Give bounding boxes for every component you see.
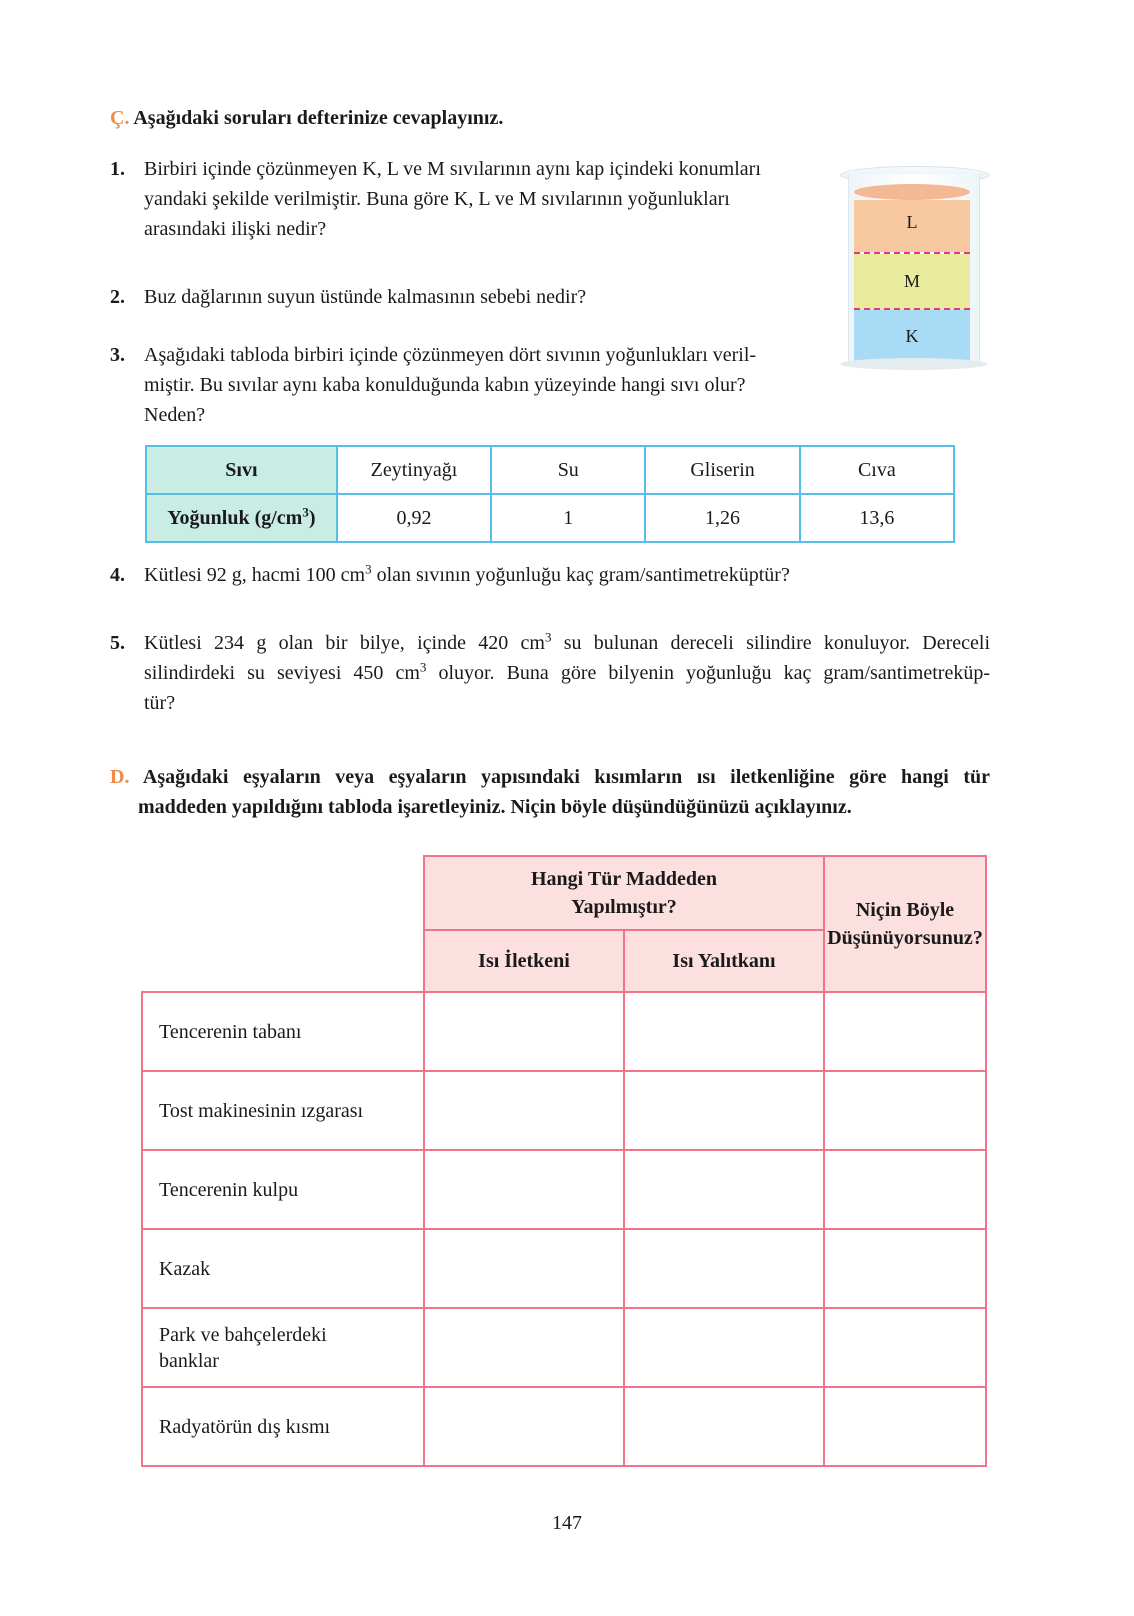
question-text: olan sıvının yoğunluğu kaç gram/santimetreküptür? <box>371 564 790 586</box>
insulator-answer-cell[interactable] <box>624 1387 824 1466</box>
table-header-row <box>142 856 986 930</box>
table-cell: 13,6 <box>800 494 954 542</box>
superscript: 3 <box>419 659 427 675</box>
section-text: Aşağıdaki eşyaların veya eşyaların yapısındaki kısımların ısı iletkenliğine göre hangi tür <box>142 766 990 788</box>
table-row <box>142 1150 986 1229</box>
table-cell: Cıva <box>800 446 954 494</box>
question-text: silindirdeki su seviyesi 450 cm <box>144 662 420 684</box>
header-text: Niçin Böyle <box>855 899 955 921</box>
section-d-heading <box>110 762 990 822</box>
question-text: su bulunan dereceli silindire konuluyor. Dereceli <box>551 632 991 654</box>
column-header-insulator: Isı Yalıtkanı <box>624 930 824 992</box>
question-line: Buz dağlarının suyun üstünde kalmasının sebebi nedir? <box>144 286 587 308</box>
conductor-answer-cell[interactable] <box>424 992 624 1071</box>
row-label: Tost makinesinin ızgarası <box>142 1071 424 1150</box>
table-cell: Gliserin <box>645 446 799 494</box>
question-line: miştir. Bu sıvılar aynı kaba konulduğunda kabın yüzeyinde hangi sıvı olur? <box>144 374 746 396</box>
header-text: Düşünüyorsunuz? <box>827 927 983 949</box>
question-3 <box>110 340 794 430</box>
reason-answer-cell[interactable] <box>824 1071 986 1150</box>
liquid-layer-k <box>854 310 970 362</box>
table-cell: 0,92 <box>337 494 491 542</box>
table-row <box>146 494 954 542</box>
row-label: Tencerenin tabanı <box>142 992 424 1071</box>
question-line: arasındaki ilişki nedir? <box>144 218 327 240</box>
row-label: Radyatörün dış kısmı <box>142 1387 424 1466</box>
group-header-cell <box>424 856 824 930</box>
table-row <box>142 992 986 1071</box>
liquid-layer-l <box>854 192 970 254</box>
question-line: Neden? <box>144 404 206 426</box>
row-label: Park ve bahçelerdeki banklar <box>142 1308 424 1387</box>
superscript: 3 <box>365 561 372 577</box>
reason-answer-cell[interactable] <box>824 1387 986 1466</box>
question-number: 1. <box>110 158 125 180</box>
superscript: 3 <box>302 503 309 519</box>
insulator-answer-cell[interactable] <box>624 1229 824 1308</box>
insulator-answer-cell[interactable] <box>624 1150 824 1229</box>
table-row <box>142 1229 986 1308</box>
reason-answer-cell[interactable] <box>824 992 986 1071</box>
reason-answer-cell[interactable] <box>824 1229 986 1308</box>
conductor-answer-cell[interactable] <box>424 1071 624 1150</box>
section-letter: D. <box>110 766 130 788</box>
conductor-answer-cell[interactable] <box>424 1308 624 1387</box>
section-d-line <box>110 762 990 792</box>
question-number: 4. <box>110 564 125 586</box>
question-line: Birbiri içinde çözünmeyen K, L ve M sıvılarının aynı kap içindeki konumları <box>144 158 761 180</box>
layer-label: L <box>906 211 918 232</box>
insulator-answer-cell[interactable] <box>624 1308 824 1387</box>
conductor-answer-cell[interactable] <box>424 1229 624 1308</box>
page-number: 147 <box>552 1512 582 1534</box>
question-number: 5. <box>110 632 125 654</box>
table-row <box>142 1308 986 1387</box>
empty-corner-cell <box>142 856 424 992</box>
question-2 <box>110 282 794 312</box>
question-number: 3. <box>110 344 125 366</box>
table-cell: Su <box>491 446 645 494</box>
conductor-answer-cell[interactable] <box>424 1150 624 1229</box>
question-line: yandaki şekilde verilmiştir. Buna göre K, L ve M sıvılarının yoğunlukları <box>144 188 730 210</box>
question-line <box>144 628 990 658</box>
reason-answer-cell[interactable] <box>824 1150 986 1229</box>
table-header-cell <box>146 494 337 542</box>
question-1 <box>110 154 794 244</box>
question-text: Kütlesi 92 g, hacmi 100 cm <box>144 564 366 586</box>
table-header-cell: Sıvı <box>146 446 337 494</box>
question-line <box>144 658 990 688</box>
liquid-layer-m <box>854 254 970 310</box>
superscript: 3 <box>544 629 552 645</box>
section-c-heading <box>110 103 503 133</box>
question-number: 2. <box>110 286 125 308</box>
layer-label: K <box>905 325 919 346</box>
column-header-conductor: Isı İletkeni <box>424 930 624 992</box>
question-5 <box>110 628 990 718</box>
beaker-base <box>840 358 988 370</box>
section-d-line: maddeden yapıldığını tabloda işaretleyiniz. Niçin böyle düşündüğünüzü açıklayınız. <box>138 796 852 818</box>
layer-label: M <box>903 270 920 291</box>
header-text: Yapılmıştır? <box>571 896 677 918</box>
table-cell: 1 <box>491 494 645 542</box>
question-4 <box>110 560 990 590</box>
reason-answer-cell[interactable] <box>824 1308 986 1387</box>
question-text: oluyor. Buna göre bilyenin yoğunluğu kaç gram/santimetreküp- <box>426 662 990 684</box>
table-row <box>142 1071 986 1150</box>
table-row <box>142 1387 986 1466</box>
table-row <box>146 446 954 494</box>
why-header-cell <box>824 856 986 992</box>
density-table <box>145 445 955 543</box>
conductor-answer-cell[interactable] <box>424 1387 624 1466</box>
heat-conductivity-table <box>141 855 987 1467</box>
header-text: Hangi Tür Maddeden <box>531 868 717 890</box>
insulator-answer-cell[interactable] <box>624 992 824 1071</box>
table-cell: 1,26 <box>645 494 799 542</box>
table-cell: Zeytinyağı <box>337 446 491 494</box>
insulator-answer-cell[interactable] <box>624 1071 824 1150</box>
question-text: Kütlesi 234 g olan bir bilye, içinde 420 cm <box>144 632 545 654</box>
row-label: Kazak <box>142 1229 424 1308</box>
row-label: Tencerenin kulpu <box>142 1150 424 1229</box>
unit-label-close: ) <box>308 506 316 529</box>
unit-label: Yoğunluk (g/cm <box>167 506 303 529</box>
question-line: tür? <box>144 692 176 714</box>
section-title: Aşağıdaki soruları defterinize cevaplayınız. <box>133 107 504 129</box>
beaker-figure <box>846 166 994 376</box>
question-line: Aşağıdaki tabloda birbiri içinde çözünmeyen dört sıvının yoğunlukları veril- <box>144 344 757 366</box>
section-letter: Ç. <box>110 107 130 129</box>
